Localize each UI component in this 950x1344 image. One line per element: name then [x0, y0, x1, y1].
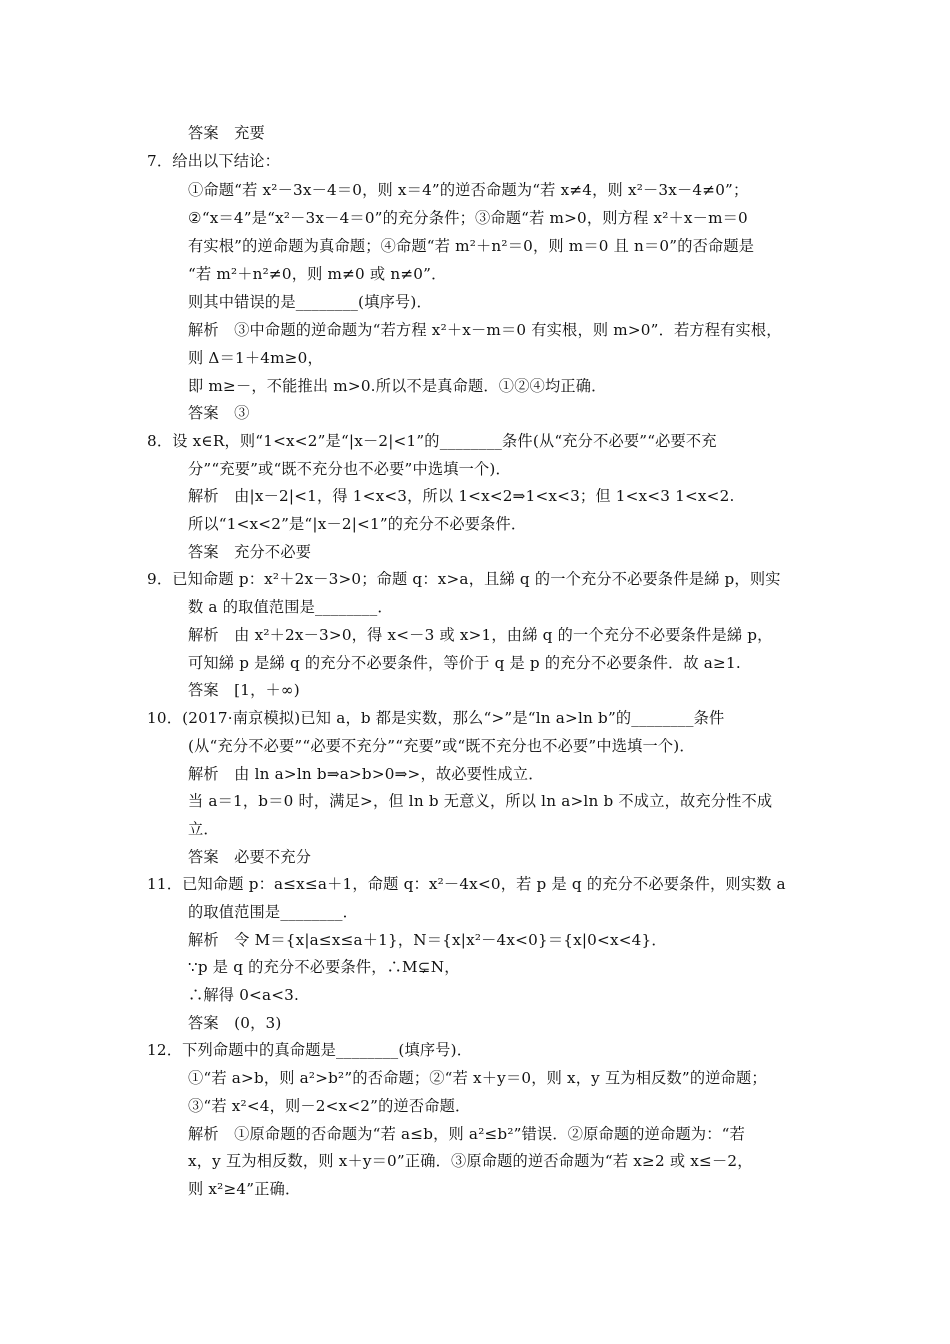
question-12-stem: 12．下列命题中的真命题是________(填序号)．: [147, 1041, 473, 1059]
question-body-line: ③“若 x²<4，则－2<x<2”的逆否命题．: [188, 1097, 471, 1115]
question-body-line: 有实根”的逆命题为真命题；④命题“若 m²＋n²＝0，则 m＝0 且 n＝0”的否命题是: [188, 237, 755, 255]
question-body-line: 分”“充要”或“既不充分也不必要”中选填一个)．: [188, 460, 511, 478]
question-body-line: 数 a 的取值范围是________．: [188, 598, 393, 616]
question-body-line: “若 m²＋n²≠0，则 m≠0 或 n≠0”．: [188, 265, 447, 283]
analysis-line: 则 Δ＝1＋4m≥0，: [188, 349, 323, 367]
analysis-line: 解析 由 ln a>ln b⇒a>b>0⇒>，故必要性成立．: [188, 765, 544, 783]
question-body-line: ②“x＝4”是“x²－3x－4＝0”的充分条件；③命题“若 m>0，则方程 x²＋x－m＝0: [188, 209, 748, 227]
answer-line: 答案 (0，3): [188, 1014, 282, 1032]
analysis-line: 解析 ③中命题的逆命题为“若方程 x²＋x－m＝0 有实根，则 m>0”．若方程有实根，: [188, 321, 782, 339]
analysis-line: 则 x²≥4”正确．: [188, 1180, 301, 1198]
question-body-line: 的取值范围是________．: [188, 903, 359, 921]
answer-line: 答案 [1，＋∞): [188, 681, 300, 699]
analysis-line: 当 a＝1，b＝0 时，满足>，但 ln b 无意义，所以 ln a>ln b 不成立，故充分性不成: [188, 792, 773, 810]
analysis-line: ∵p 是 q 的充分不必要条件，∴M⊊N，: [188, 958, 460, 976]
question-10-stem: 10．(2017·南京模拟)已知 a，b 都是实数，那么“>”是“ln a>ln b”的________条件: [147, 709, 725, 727]
analysis-line: 解析 由|x－2|<1，得 1<x<3，所以 1<x<2⇒1<x<3；但 1<x<3 1<x<2.: [188, 487, 735, 505]
answer-line: 答案 充分不必要: [188, 543, 312, 561]
question-9-stem: 9．已知命题 p：x²＋2x－3>0；命题 q：x>a，且綈 q 的一个充分不必要条件是綈 p，则实: [147, 570, 781, 588]
analysis-line: x，y 互为相反数，则 x＋y＝0”正确．③原命题的逆否命题为“若 x≥2 或 x≤－2，: [188, 1152, 753, 1170]
question-7-stem: 7．给出以下结论：: [147, 152, 280, 170]
question-body-line: 则其中错误的是________(填序号)．: [188, 293, 432, 311]
question-body-line: (从“充分不必要”“必要不充分”“充要”或“既不充分也不必要”中选填一个)．: [188, 737, 695, 755]
analysis-line: 解析 由 x²＋2x－3>0，得 x<－3 或 x>1，由綈 q 的一个充分不必要条件是綈 p，: [188, 626, 773, 644]
analysis-line: 解析 ①原命题的否命题为“若 a≤b，则 a²≤b²”错误．②原命题的逆命题为：“若: [188, 1125, 745, 1143]
analysis-line: ∴解得 0<a<3.: [188, 986, 300, 1004]
analysis-line: 可知綈 p 是綈 q 的充分不必要条件，等价于 q 是 p 的充分不必要条件．故 a≥1.: [188, 654, 741, 672]
question-body-line: ①“若 a>b，则 a²>b²”的否命题；②“若 x＋y＝0，则 x，y 互为相反数”的逆命题；: [188, 1069, 767, 1087]
question-11-stem: 11．已知命题 p：a≤x≤a＋1，命题 q：x²－4x<0，若 p 是 q 的充分不必要条件，则实数 a: [147, 875, 786, 893]
analysis-line: 即 m≥－，不能推出 m>0.所以不是真命题．①②④均正确．: [188, 377, 607, 395]
question-8-stem: 8．设 x∈R，则“1<x<2”是“|x－2|<1”的________条件(从“充分不必要”“必要不充: [147, 432, 717, 450]
analysis-line: 所以“1<x<2”是“|x－2|<1”的充分不必要条件．: [188, 515, 527, 533]
answer-line: 答案 ③: [188, 404, 250, 422]
analysis-line: 立．: [188, 820, 219, 838]
analysis-line: 解析 令 M＝{x|a≤x≤a＋1}，N＝{x|x²－4x<0}＝{x|0<x<4}．: [188, 931, 667, 949]
question-body-line: ①命题“若 x²－3x－4＝0，则 x＝4”的逆否命题为“若 x≠4，则 x²－3x－4≠0”；: [188, 181, 749, 199]
answer-line: 答案 充要: [188, 124, 265, 142]
answer-line: 答案 必要不充分: [188, 848, 312, 866]
